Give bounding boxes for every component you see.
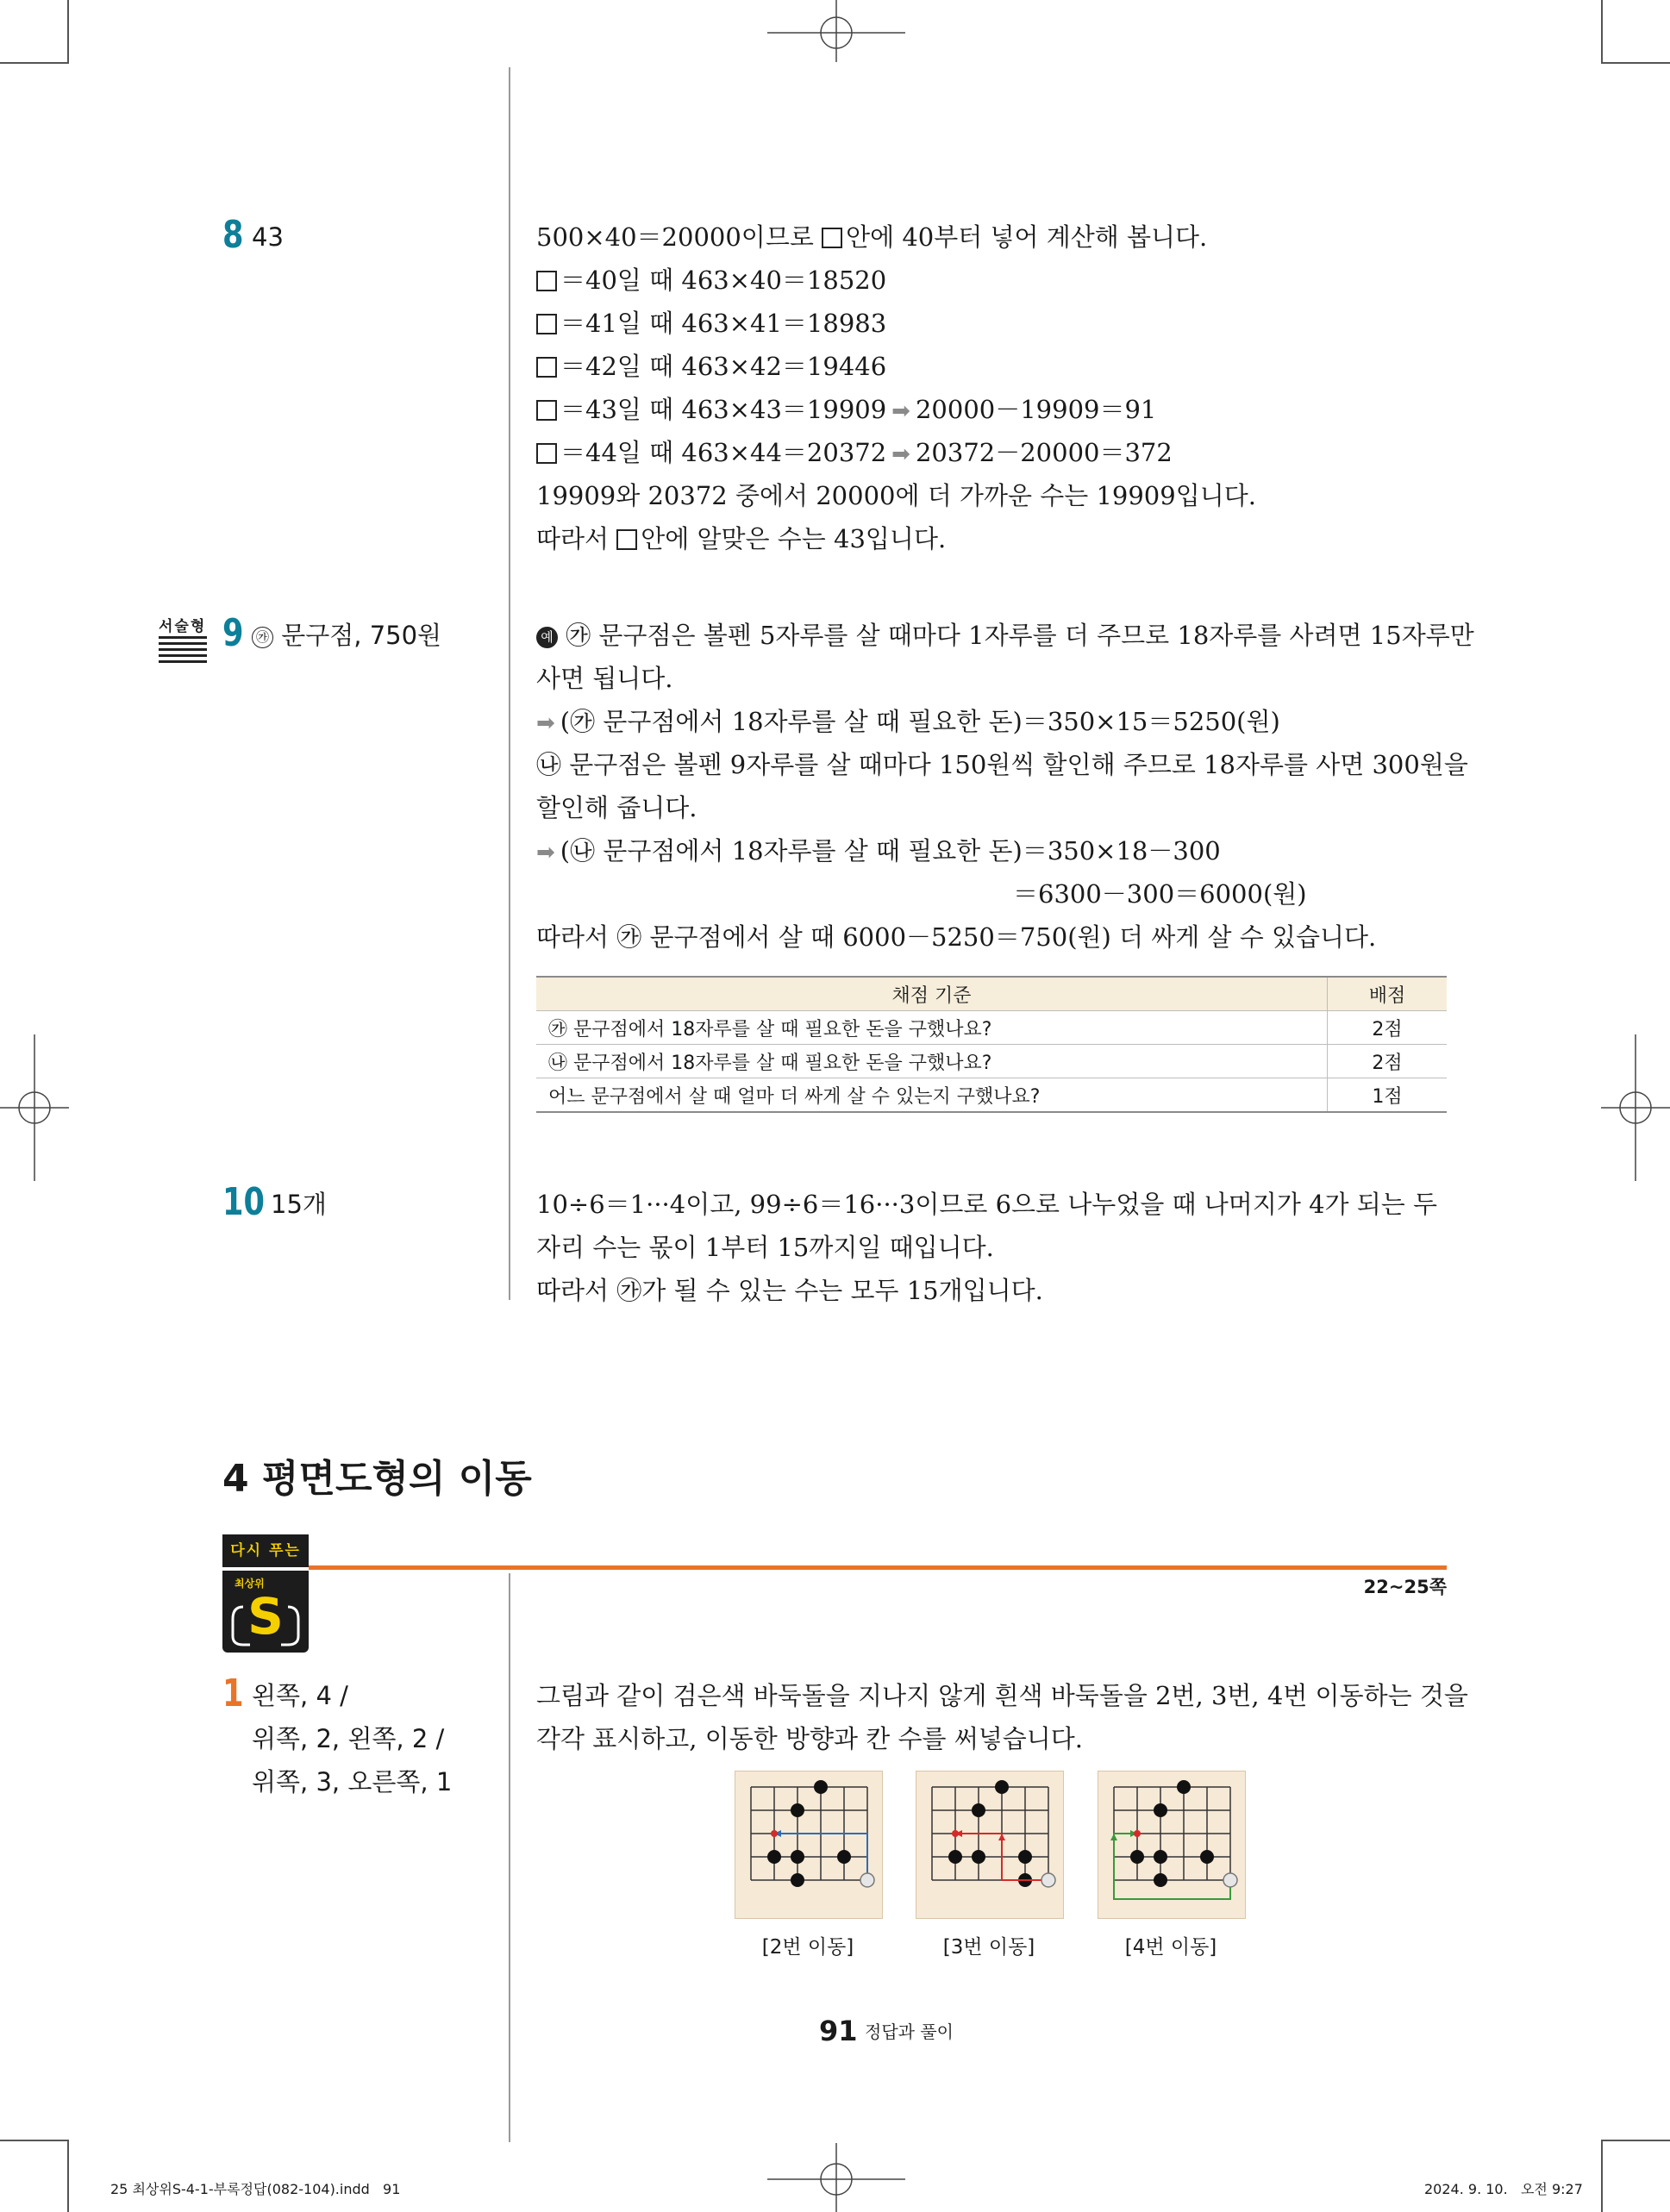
arrow-right-icon: ➡ <box>536 840 555 865</box>
solution-line: 따라서 안에 알맞은 수는 43입니다. <box>536 524 947 553</box>
blank-box-icon <box>616 529 637 550</box>
solution-line: 그림과 같이 검은색 바둑돌을 지나지 않게 흰색 바둑돌을 2번, 3번, 4번 이동하는 것을 <box>536 1681 1468 1710</box>
solution-line: 사면 됩니다. <box>536 664 673 693</box>
solution-line: ＝43일 때 463×43＝19909 ➡ 20000－19909＝91 <box>536 388 1156 433</box>
solution-line: ㉯ 문구점은 볼펜 9자루를 살 때마다 150원씩 할인해 주므로 18자루를 사면 300원을 <box>536 750 1468 779</box>
s-logo-bracket-icon <box>231 1602 300 1648</box>
crop-mark <box>1601 2140 1603 2212</box>
section-tag-small: 최상위 <box>235 1578 265 1590</box>
section-tag-letter: S <box>247 1587 284 1646</box>
registration-mark-top <box>767 0 905 69</box>
registration-mark-bottom <box>767 2143 905 2212</box>
solution-line: 10÷6＝1···4이고, 99÷6＝16···3이므로 6으로 나누었을 때 나머지가 4가 되는 두 <box>536 1190 1438 1219</box>
solution-line: 따라서 ㉮ 문구점에서 살 때 6000－5250＝750(원) 더 싸게 살 수 있습니다. <box>536 922 1377 952</box>
section-tag-logo <box>222 1571 309 1653</box>
board-caption: [2번 이동] <box>761 1936 854 1959</box>
solution-line: 따라서 ㉮가 될 수 있는 수는 모두 15개입니다. <box>536 1276 1043 1305</box>
board-caption: [3번 이동] <box>942 1936 1035 1959</box>
question-answer: 위쪽, 3, 오른쪽, 1 <box>252 1767 453 1796</box>
arrow-right-icon: ➡ <box>891 441 910 467</box>
essay-badge-lines-icon <box>159 636 207 664</box>
solution-line: ＝6300－300＝6000(원) <box>1013 879 1307 909</box>
crop-mark <box>67 0 69 62</box>
question-answer: 위쪽, 2, 왼쪽, 2 / <box>252 1724 445 1753</box>
grading-criteria: ㉯ 문구점에서 18자루를 살 때 필요한 돈을 구했나요? <box>536 1045 1328 1078</box>
section-tag-label: 다시 푸는 <box>222 1534 309 1567</box>
solution-line: 19909와 20372 중에서 20000에 더 가까운 수는 19909입니다. <box>536 481 1256 510</box>
solution-line: ➡ (㉮ 문구점에서 18자루를 살 때 필요한 돈)＝350×15＝5250(원) <box>536 700 1280 745</box>
grading-score: 1점 <box>1328 1078 1448 1113</box>
go-board-diagram <box>735 1771 882 1918</box>
solution-line: ➡ (㉯ 문구점에서 18자루를 살 때 필요한 돈)＝350×18－300 <box>536 829 1221 874</box>
question-answer: ㉮ 문구점, 750원 <box>252 614 441 657</box>
crop-mark <box>67 2140 69 2212</box>
grading-criteria-header: 채점 기준 <box>536 977 1328 1011</box>
page-number: 91 <box>819 2015 858 2047</box>
blank-box-icon <box>536 357 557 378</box>
solution-line: ＝40일 때 463×40＝18520 <box>536 259 886 302</box>
go-board-diagram <box>1098 1771 1245 1918</box>
registration-mark-left <box>0 1034 69 1181</box>
solution-line: ＝42일 때 463×42＝19446 <box>536 345 886 388</box>
section-rule <box>309 1565 1447 1570</box>
question-number: 8 <box>222 213 244 257</box>
grading-score: 2점 <box>1328 1045 1448 1078</box>
question-answer: 43 <box>252 222 284 252</box>
question-number: 10 <box>222 1180 265 1224</box>
essay-badge: 서술형 <box>159 618 207 635</box>
arrow-right-icon: ➡ <box>536 710 555 736</box>
example-mark: 예 <box>536 627 558 648</box>
solution-line: ＝44일 때 463×44＝20372 ➡ 20372－20000＝372 <box>536 431 1173 476</box>
go-board-2-moves <box>735 1771 883 1919</box>
blank-box-icon <box>536 400 557 421</box>
grading-score-header: 배점 <box>1328 977 1448 1011</box>
table-row <box>536 1011 1447 1045</box>
grading-criteria: ㉮ 문구점에서 18자루를 살 때 필요한 돈을 구했나요? <box>536 1011 1328 1045</box>
go-board-3-moves <box>916 1771 1064 1919</box>
board-caption: [4번 이동] <box>1124 1936 1217 1959</box>
question-number: 1 <box>222 1671 244 1715</box>
grading-score: 2점 <box>1328 1011 1448 1045</box>
crop-mark <box>1601 2140 1670 2141</box>
blank-box-icon <box>536 314 557 334</box>
crop-mark <box>1601 62 1670 64</box>
solution-line: 할인해 줍니다. <box>536 793 697 822</box>
column-divider <box>509 1573 510 2142</box>
grading-table <box>536 976 1447 1113</box>
page-label: 정답과 풀이 <box>865 2021 954 2042</box>
footer-date: 2024. 9. 10. 오전 9:27 <box>1424 2181 1583 2197</box>
blank-box-icon <box>822 228 842 248</box>
question-answer: 왼쪽, 4 / <box>252 1681 348 1710</box>
crop-mark <box>0 62 69 64</box>
grading-table-header <box>536 977 1447 1011</box>
column-divider <box>509 67 510 1300</box>
solution-line: 자리 수는 몫이 1부터 15까지일 때입니다. <box>536 1233 994 1262</box>
table-row <box>536 1078 1447 1113</box>
footer-file-name: 25 최상위S-4-1-부록정답(082-104).indd 91 <box>110 2181 401 2197</box>
crop-mark <box>0 2140 69 2141</box>
registration-mark-right <box>1601 1034 1670 1181</box>
question-answer: 15개 <box>271 1190 327 1219</box>
blank-box-icon <box>536 271 557 291</box>
section-tag <box>222 1534 309 1651</box>
blank-box-icon <box>536 443 557 464</box>
grading-criteria: 어느 문구점에서 살 때 얼마 더 싸게 살 수 있는지 구했나요? <box>548 1085 1041 1108</box>
solution-line: 예 ㉮ 문구점은 볼펜 5자루를 살 때마다 1자루를 더 주므로 18자루를 사려면 15자루만 <box>536 614 1474 657</box>
solution-line: 500×40＝20000이므로 안에 40부터 넣어 계산해 봅니다. <box>536 222 1208 252</box>
go-board-4-moves <box>1098 1771 1246 1919</box>
solution-line: 각각 표시하고, 이동한 방향과 칸 수를 써넣습니다. <box>536 1724 1084 1753</box>
question-number: 9 <box>222 611 244 655</box>
solution-line: ＝41일 때 463×41＝18983 <box>536 302 886 345</box>
arrow-right-icon: ➡ <box>891 398 910 424</box>
section-title: 4 평면도형의 이동 <box>222 1457 532 1501</box>
table-row <box>536 1045 1447 1078</box>
go-board-diagram <box>916 1771 1063 1918</box>
section-pages: 22~25쪽 <box>1363 1577 1447 1597</box>
crop-mark <box>1601 0 1603 62</box>
